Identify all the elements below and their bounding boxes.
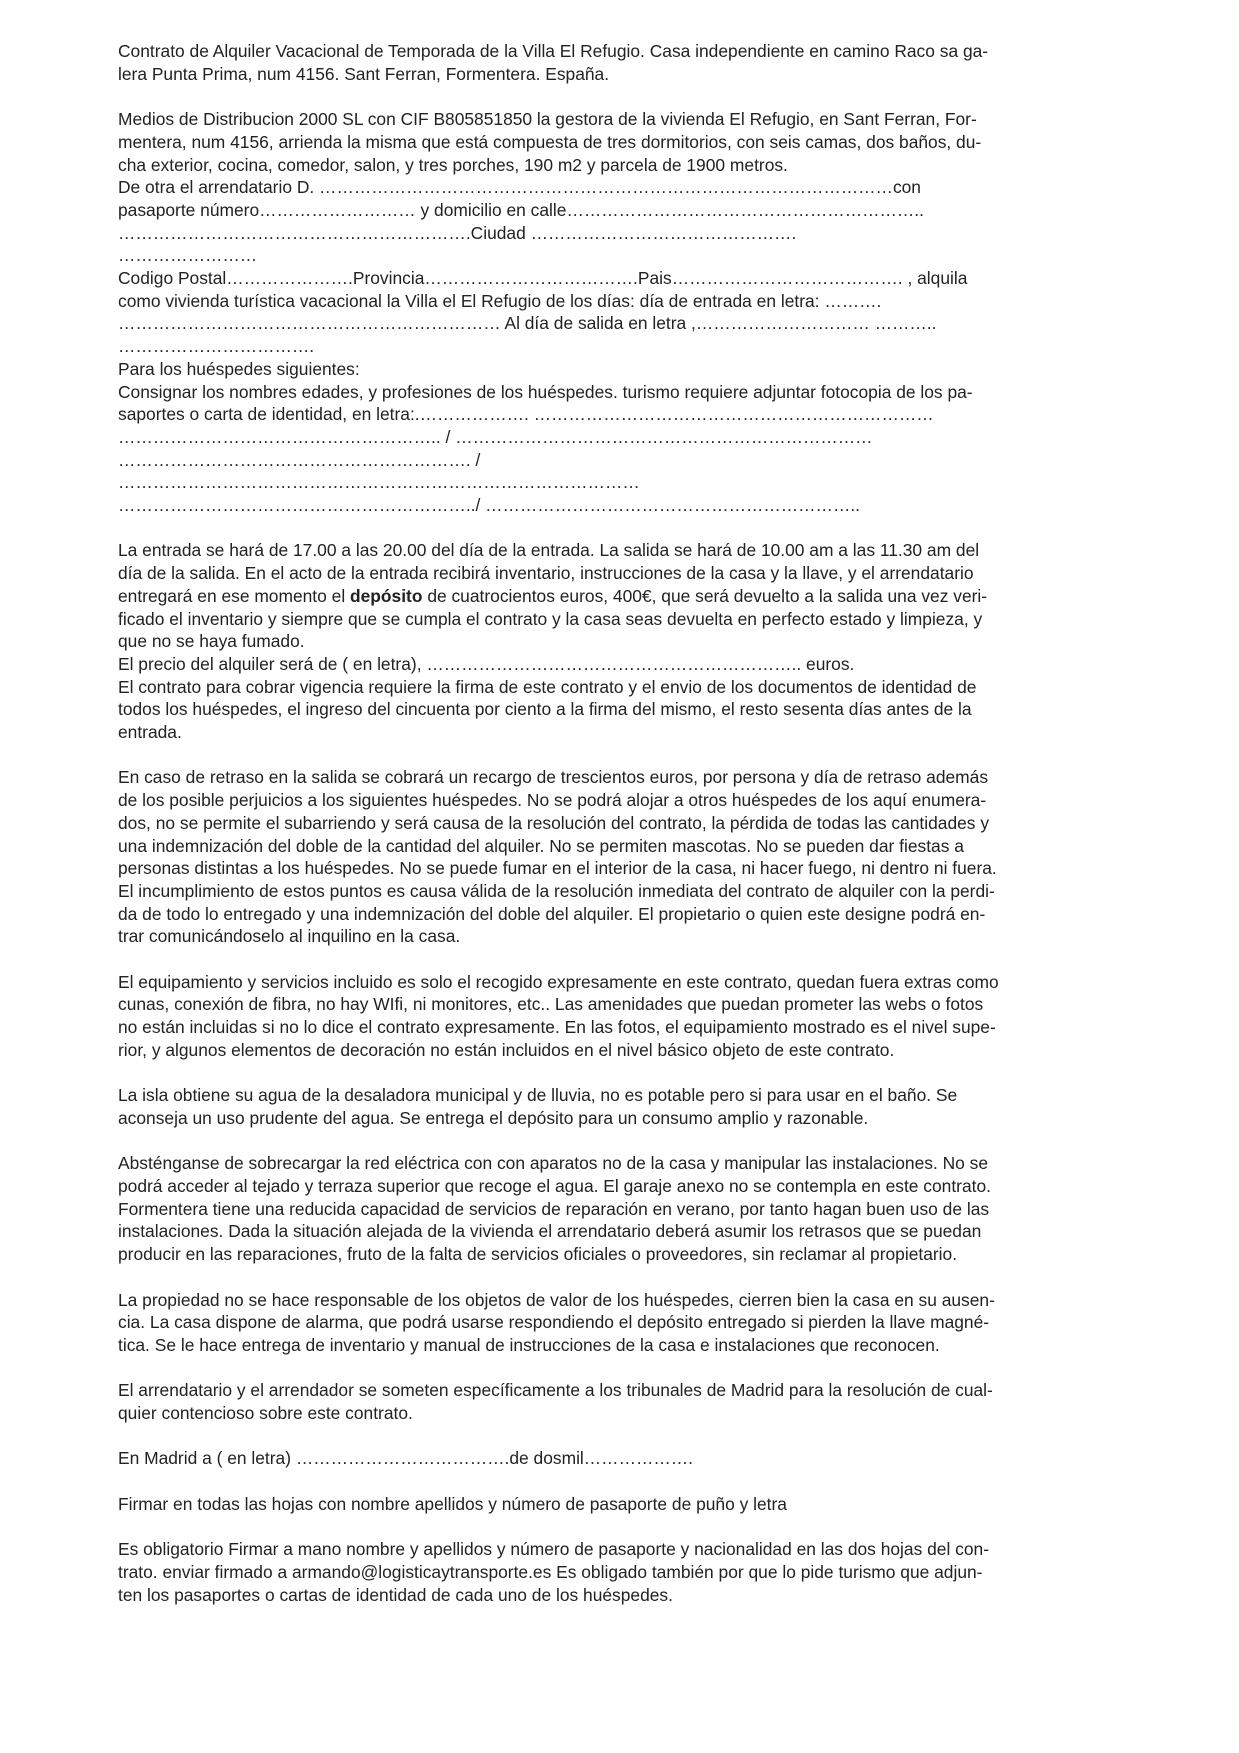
header-line: Contrato de Alquiler Vacacional de Temporada de la Villa El Refugio. Casa independiente en camino Raco sa ga- (118, 41, 989, 61)
passport-address-field[interactable]: pasaporte número……………………… y domicilio en calle…………………………………………………….. (118, 199, 924, 220)
sign-note: Firmar en todas las hojas con nombre apellidos y número de pasaporte de puño y letra (118, 1493, 787, 1514)
sign-note-section (118, 1493, 1118, 1516)
water-line: aconseja un uso prudente del agua. Se entrega el depósito para un consumo amplio y razonable. (118, 1107, 869, 1128)
guests-heading: Para los huéspedes siguientes: (118, 358, 360, 379)
penalties-line: de los posible perjuicios a los siguientes huéspedes. No se podrá alojar a otros huéspedes de los aquí enumera- (118, 790, 987, 811)
schedule-line: El contrato para cobrar vigencia requiere la firma de este contrato y el envio de los documentos de identidad de (118, 676, 977, 697)
jurisdiction-line: quier contencioso sobre este contrato. (118, 1403, 413, 1424)
guests-field[interactable]: ……………………………………………………………………………… (118, 472, 640, 493)
deposit-emphasis: depósito (350, 585, 423, 606)
electricity-section (118, 1152, 1118, 1266)
electricity-line: Formentera tiene una reducida capacidad de servicios de reparación en verano, por tanto hagan buen uso de las (118, 1198, 990, 1219)
parties-section (118, 108, 1118, 517)
penalties-line: personas distintas a los huéspedes. No se puede fumar en el interior de la casa, ni hacer fuego, ni dentro ni fuera. (118, 858, 997, 879)
parties-line: Medios de Distribucion 2000 SL con CIF B805851850 la gestora de la vivienda El Refugio, en Sant Ferran, For- (118, 109, 977, 130)
contract-page (118, 40, 1118, 1606)
schedule-line: todos los huéspedes, el ingreso del cincuenta por ciento a la firma del mismo, el resto sesenta días antes de la (118, 699, 972, 720)
contract-header (118, 40, 1118, 85)
liability-section (118, 1289, 1118, 1357)
electricity-line: podrá acceder al tejado y terraza superior que recoge el agua. El garaje anexo no se contempla en este contrato. (118, 1176, 991, 1197)
postal-province-country-field[interactable]: Codigo Postal………………….Provincia……………………………….Pais…………………………………. , alquila (118, 268, 968, 289)
penalties-line: dos, no se permite el subarriendo y será causa de la resolución del contrato, la pérdida de todas las cantidades y (118, 812, 990, 833)
jurisdiction-section (118, 1379, 1118, 1424)
equipment-line: El equipamiento y servicios incluido es solo el recogido expresamente en este contrato, quedan fuera extras como (118, 971, 999, 992)
electricity-line: producir en las reparaciones, fruto de la falta de servicios oficiales o proveedores, sin reclamar al propietario. (118, 1244, 958, 1265)
closing-line: Es obligatorio Firmar a mano nombre y apellidos y número de pasaporte y nacionalidad en las dos hojas del con- (118, 1539, 989, 1560)
schedule-line: día de la salida. En el acto de la entrada recibirá inventario, instrucciones de la casa y la llave, y el arrendatario (118, 563, 974, 584)
equipment-section (118, 971, 1118, 1062)
tenant-name-field[interactable]: De otra el arrendatario D. ………………………………………………………………………………………con (118, 177, 921, 198)
penalties-line: una indemnización del doble de la cantidad del alquiler. No se permiten mascotas. No se pueden dar fiestas a (118, 835, 964, 856)
schedule-line: que no se haya fumado. (118, 631, 305, 652)
closing-line: trato. enviar firmado a armando@logisticaytransporte.es Es obligado también por que lo pide turismo que adjun- (118, 1561, 983, 1582)
place-date-section (118, 1447, 1118, 1470)
penalties-line: El incumplimiento de estos puntos es causa válida de la resolución inmediata del contrato de alquiler con la perdi- (118, 880, 995, 901)
guests-field[interactable]: saportes o carta de identidad, en letra:.………………. …………………………………………………………… (118, 404, 934, 425)
water-line: La isla obtiene su agua de la desaladora municipal y de lluvia, no es potable pero si para usar en el baño. Se (118, 1085, 958, 1106)
schedule-line: entrada. (118, 722, 182, 743)
guests-instructions: Consignar los nombres edades, y profesiones de los huéspedes. turismo requiere adjuntar fotocopia de los pa- (118, 381, 973, 402)
schedule-line: La entrada se hará de 17.00 a las 20.00 del día de la entrada. La salida se hará de 10.00 am a las 11.30 am del (118, 540, 980, 561)
equipment-line: rior, y algunos elementos de decoración no están incluidos en el nivel básico objeto de este contrato. (118, 1039, 895, 1060)
deposit-prefix: entregará en ese momento el (118, 585, 351, 606)
penalties-line: trar comunicándoselo al inquilino en la casa. (118, 926, 461, 947)
liability-line: tica. Se le hace entrega de inventario y manual de instrucciones de la casa e instalaciones que reconocen. (118, 1334, 940, 1355)
jurisdiction-line: El arrendatario y el arrendador se someten específicamente a los tribunales de Madrid para la resolución de cual- (118, 1380, 993, 1401)
liability-line: cia. La casa dispone de alarma, que podrá usarse respondiendo el depósito entregado si pierden la llave magné- (118, 1312, 990, 1333)
guests-field[interactable]: ……………………………………………………../ ……………………………………………………….. (118, 495, 861, 516)
closing-section (118, 1538, 1118, 1606)
exit-date-field-continuation[interactable]: ……………………………. (118, 336, 315, 357)
guests-field[interactable]: ……………………………………………………. / (118, 449, 481, 470)
schedule-section (118, 539, 1118, 743)
deposit-suffix: de cuatrocientos euros, 400€, que será devuelto a la salida una vez veri- (422, 585, 988, 606)
exit-date-field[interactable]: ………………………………………………………… Al día de salida en letra ,………………………… ……….. (118, 313, 937, 334)
rental-price-field[interactable]: El precio del alquiler será de ( en letra), ……………………………………………………….. euros. (118, 653, 855, 674)
deposit-line (118, 585, 1118, 608)
liability-line: La propiedad no se hace responsable de los objetos de valor de los huéspedes, cierren bien la casa en su ausen- (118, 1289, 995, 1310)
place-date-field[interactable]: En Madrid a ( en letra) ……………………………….de dosmil………………. (118, 1448, 693, 1469)
schedule-line: ficado el inventario y siempre que se cumpla el contrato y la casa seas devuelta en perfecto estado y limpieza, y (118, 608, 983, 629)
electricity-line: instalaciones. Dada la situación alejada de la vivienda el arrendatario deberá asumir los retrasos que se puedan (118, 1221, 982, 1242)
water-section (118, 1084, 1118, 1129)
closing-line: ten los pasaportes o cartas de identidad de cada uno de los huéspedes. (118, 1584, 673, 1605)
guests-field[interactable]: ……………………………………………….. / ……………………………………………………………… (118, 426, 873, 447)
parties-line: mentera, num 4156, arrienda la misma que está compuesta de tres dormitorios, con seis camas, dos baños, du- (118, 131, 982, 152)
electricity-line: Absténganse de sobrecargar la red eléctrica con con aparatos no de la casa y manipular las instalaciones. No se (118, 1153, 989, 1174)
header-line: lera Punta Prima, num 4156. Sant Ferran, Formentera. España. (118, 63, 610, 84)
equipment-line: cunas, conexión de fibra, no hay WIfi, ni monitores, etc.. Las amenidades que puedan prometer las webs o fotos (118, 994, 984, 1015)
entry-date-field[interactable]: como vivienda turística vacacional la Villa el El Refugio de los días: día de entrada en letra: ………. (118, 290, 882, 311)
parties-line: cha exterior, cocina, comedor, salon, y tres porches, 190 m2 y parcela de 1900 metros. (118, 154, 788, 175)
penalties-line: da de todo lo entregado y una indemnización del doble del alquiler. El propietario o quien este designe podrá en- (118, 903, 986, 924)
city-field[interactable]: …………………………………………………….Ciudad ………………………………………. (118, 222, 797, 243)
city-field-continuation[interactable]: …………………… (118, 245, 258, 266)
penalties-section (118, 766, 1118, 948)
equipment-line: no están incluidas si no lo dice el contrato expresamente. En las fotos, el equipamiento mostrado es el nivel supe- (118, 1017, 996, 1038)
penalties-line: En caso de retraso en la salida se cobrará un recargo de trescientos euros, por persona y día de retraso además (118, 767, 989, 788)
